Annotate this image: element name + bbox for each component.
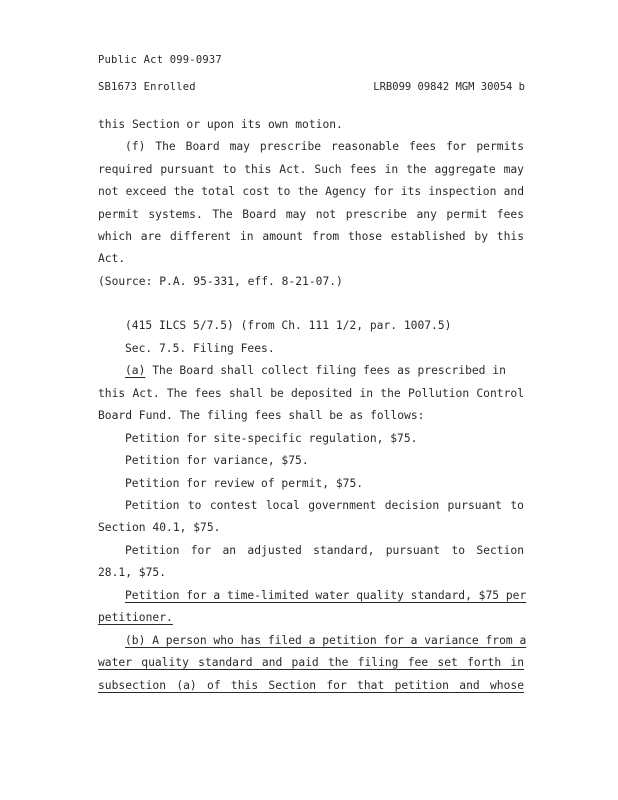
fee-item: Petition for review of permit, $75. [125, 477, 364, 490]
lrb-number: LRB099 09842 MGM 30054 b [373, 81, 525, 93]
text-line [125, 364, 524, 378]
bill-number: SB1673 Enrolled [98, 81, 196, 93]
text-line: (f) The Board may prescribe reasonable fees for permits [125, 140, 524, 153]
fee-item: Petition for site-specific regulation, $75. [125, 432, 418, 445]
text-line: 28.1, $75. [98, 566, 167, 579]
text-line: required pursuant to this Act. Such fees in the aggregate may [98, 163, 524, 176]
fee-item: Petition for variance, $75. [125, 454, 309, 467]
public-act-number: Public Act 099-0937 [98, 54, 222, 66]
text-line-inserted: subsection (a) of this Section for that petition and whose [98, 679, 524, 692]
text-line: this Section or upon its own motion. [98, 118, 343, 131]
fee-item: Petition for an adjusted standard, pursuant to Section [125, 544, 524, 557]
fee-item: Petition to contest local government decision pursuant to [125, 499, 524, 512]
text-line-inserted: water quality standard and paid the filing fee set forth in [98, 656, 524, 669]
subsection-a-label: (a) [125, 364, 146, 377]
text-line-inserted: petitioner. [98, 611, 173, 624]
text-line: this Act. The fees shall be deposited in the Pollution Control [98, 387, 524, 400]
section-heading: Sec. 7.5. Filing Fees. [125, 342, 275, 355]
text-line: Board Fund. The filing fees shall be as follows: [98, 409, 425, 422]
subsection-b-inserted: (b) A person who has filed a petition for a variance from a [125, 634, 527, 647]
fee-item-inserted: Petition for a time-limited water quality standard, $75 per [125, 589, 527, 602]
text-line: permit systems. The Board may not prescribe any permit fees [98, 208, 524, 221]
source-citation: (Source: P.A. 95-331, eff. 8-21-07.) [98, 275, 343, 288]
statute-citation: (415 ILCS 5/7.5) (from Ch. 111 1/2, par. 1007.5) [125, 319, 452, 332]
text-line: not exceed the total cost to the Agency for its inspection and [98, 185, 524, 198]
text-fragment: The Board shall collect filing fees as prescribed in [152, 364, 506, 377]
text-line: Act. [98, 252, 126, 265]
text-line: which are different in amount from those established by this [98, 230, 524, 243]
text-line: Section 40.1, $75. [98, 521, 221, 534]
